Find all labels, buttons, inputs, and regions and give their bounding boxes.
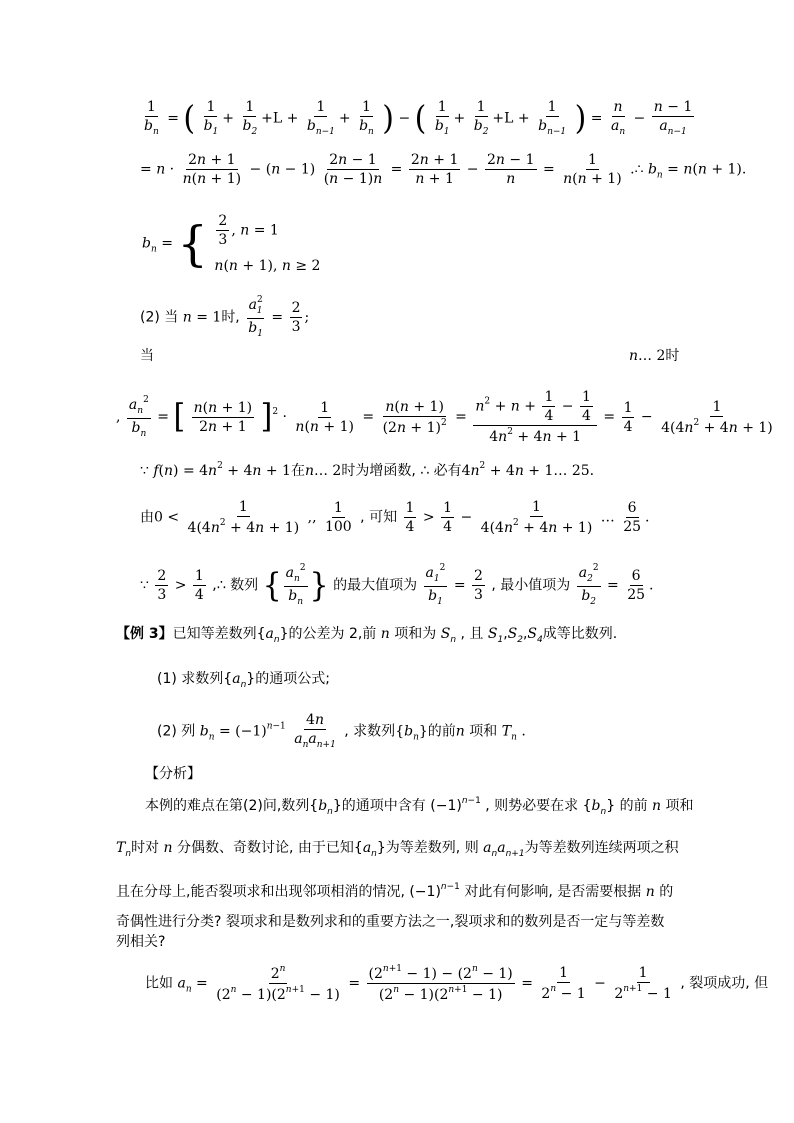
analysis-line-2: $T_n$时对 n 分偶数、奇数讨论, 由于已知$\{a_n\}$为等差数列, 则 $a_na_{n+1}$为等差数列连续两项之积 [116, 840, 679, 859]
derivation-line-1: $\frac{1}{b_n}$ = ( $\frac{1}{b_1}$ + $\frac{1}{b_2}$ +L + $\frac{1}{b_{n-1}}$ + $\frac{1}{b_n}$ ) − ( $\frac{1}{b_1}$ + $\frac{1}{b_2}$ +L + $\frac{1}{b_{n-1}}$ ) = $\frac{n}{a_n}$ − $\frac{n - 1}{a_{n-1}}$ [144, 98, 693, 138]
part2-line-4: ∵ $f(n) = 4n^2 + 4n + 1$在n… 2时为增函数, ∴ 必有$4n^2 + 4n$ + 1… 25. [140, 461, 595, 479]
part2-line-6: ∵ $\frac{2}{3}$ > $\frac{1}{4}$ ,∴ 数列 { $\frac{a_n^2}{b_n}$ } 的最大值项为 $\frac{a_1^2}{b_1}$ = $\frac{2}{3}$ , 最小值项为 $\frac{a_2^2}{b_2}$ = $\frac{6}{25}$ . [140, 563, 654, 607]
analysis-line-1: 本例的难点在第(2)问,数列$\{b_n\}$的通项中含有 $(-1)^{n-1}$ , 则势必要在求 $\{b_n\}$ 的前 n 项和 [145, 796, 694, 817]
n-ge-2-label: n… 2时 [629, 348, 680, 364]
example3-statement: 【例 3】已知等差数列$\{a_n\}$的公差为 2,前 n 项和为 $S_n$ , 且 $S_1,S_2,S_4$成等比数列. [116, 626, 618, 645]
example3-q1: (1) 求数列$\{a_n\}$的通项公式; [157, 671, 330, 690]
analysis-heading: 【分析】 [145, 766, 201, 782]
example3-tag: 【例 3】 [116, 626, 173, 642]
part2-line-3: , $\frac{a_n^2}{b_n}$ = [ $\frac{n(n + 1)}{2n + 1}$ ]$^2$ · $\frac{1}{n(n + 1)}$ = $\frac{n(n + 1)}{(2n + 1)^2}$ = $n^2 + n$ + $\frac{1}{4}$ − $\frac{1}{4}$ $4n^2 + 4n + 1$ = $\frac{1}{4}$ − $\frac{1}{4(4n^2 + 4n + 1)}$ [116, 389, 773, 445]
dang-label: 当 [140, 348, 154, 364]
example3-q2: (2) 列 $b_n = (-1)^{n-1}$ $\frac{4n}{a_na_{n+1}}$ , 求数列$\{b_n\}$的前n 项和 $T_n$ . [157, 712, 526, 750]
analysis-line-3: 且在分母上,能否裂项求和出现邻项相消的情况, $(-1)^{n-1}$ 对此有何影响, 是否需要根据 n 的 [116, 882, 674, 900]
part2-line-1: (2) 当 n = 1时, $\frac{a^2_1}{b_1}$ = $\frac{2}{3}$ ; [140, 295, 310, 339]
bn-cases: $b_n$ = { $\frac{2}{3}$ , n = 1 n(n + 1), n ≥ 2 [142, 213, 321, 274]
part2-line-5: 由0 < $\frac{1}{4(4n^2 + 4n + 1)}$ ,, $\frac{1}{100}$ , 可知 $\frac{1}{4}$ > $\frac{1}{4}$ − $\frac{1}{4(4n^2 + 4n + 1)}$ … $\frac{6}{25}$ . [140, 499, 650, 536]
analysis-line-4: 奇偶性进行分类? 裂项求和是数列求和的重要方法之一,裂项求和的数列是否一定与等差数 [116, 914, 665, 930]
derivation-line-2: = n · $\frac{2n + 1}{n(n + 1)}$ − (n − 1) $\frac{2n - 1}{(n - 1)n}$ = $\frac{2n + 1}{n + 1}$ − $\frac{2n - 1}{n}$ = $\frac{1}{n(n + 1)}$ .∴ $b_n = n(n + 1)$. [140, 152, 747, 187]
example-last-line: 比如 $a_n$ = $\frac{2^n}{(2^n - 1)(2^{n+1} - 1)}$ = $\frac{(2^{n+1} - 1) - (2^n - 1)}{(2^n - 1)(2^{n+1} - 1)}$ = $\frac{1}{2^n - 1}$ − $\frac{1}{2^{n+1} - 1}$ , 裂项成功, 但 [145, 964, 769, 1003]
analysis-line-5: 列相关? [116, 934, 166, 950]
